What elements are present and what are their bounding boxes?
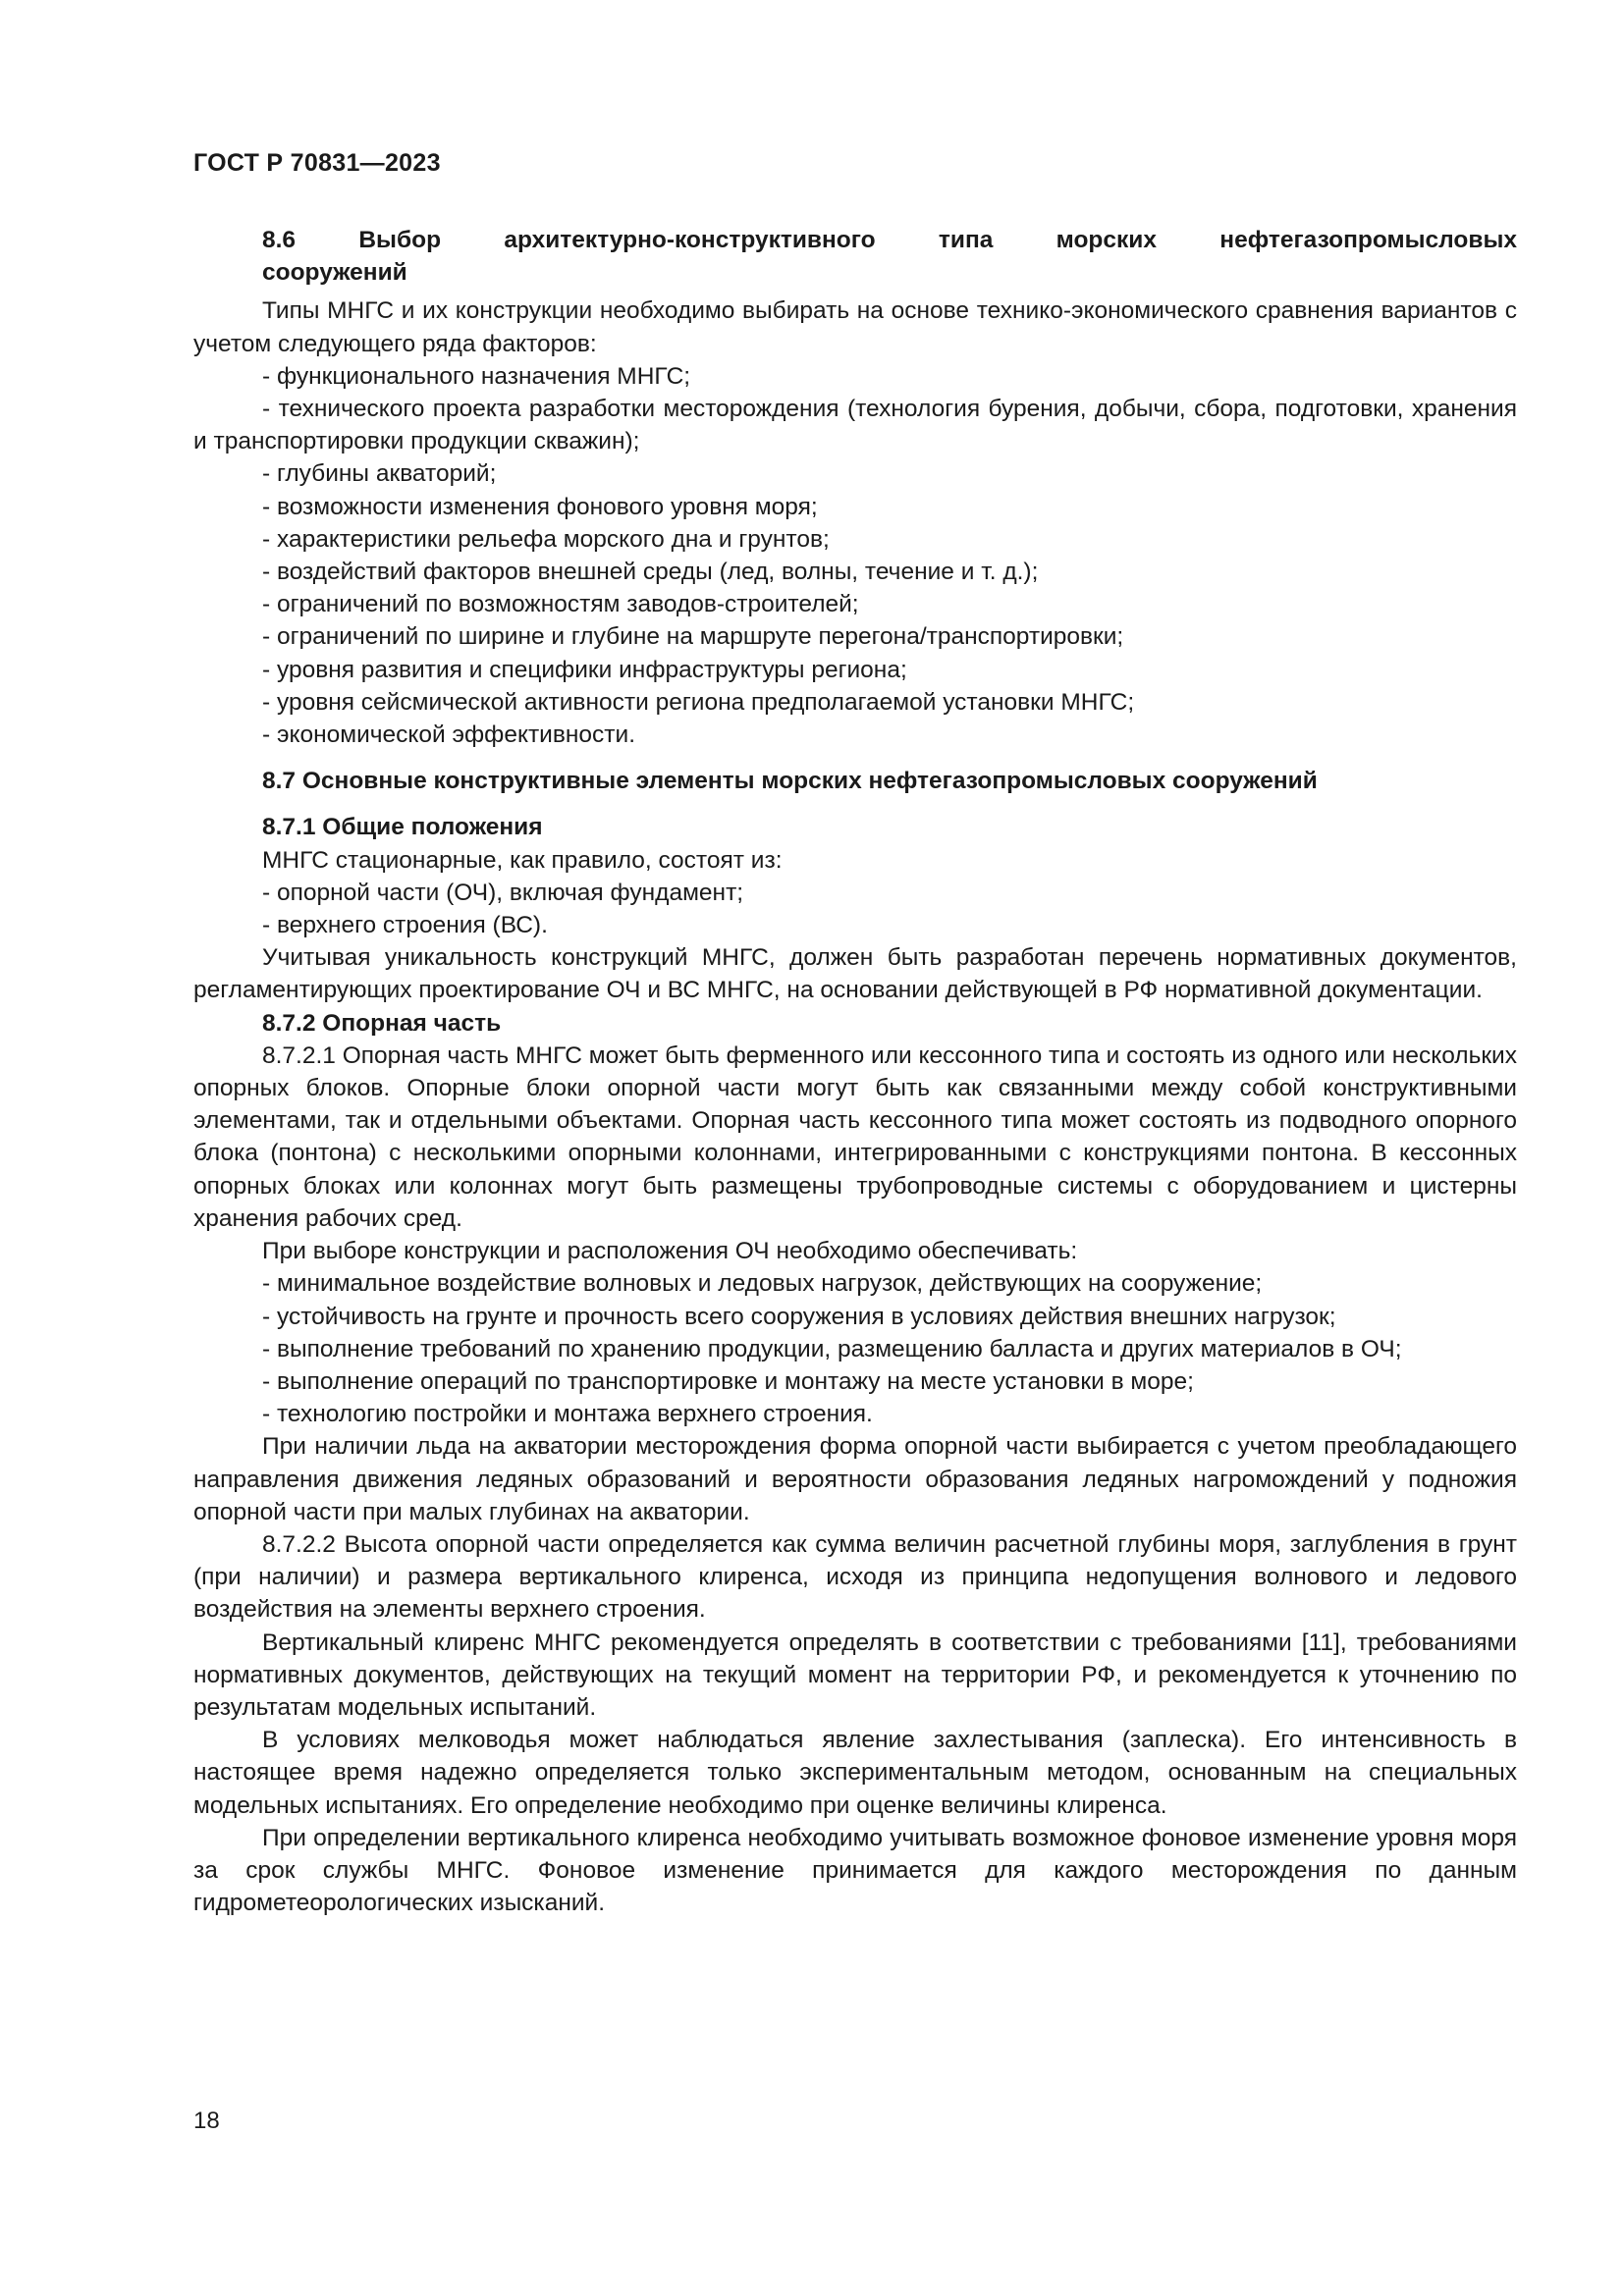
list-item: - уровня сейсмической активности региона предполагаемой установки МНГС; <box>262 688 1135 716</box>
subsection-8-7-1-intro: МНГС стационарные, как правило, состоят из: <box>262 846 783 874</box>
choice-intro: При выборе конструкции и расположения ОЧ необходимо обеспечивать: <box>262 1238 1078 1265</box>
list-item: - характеристики рельефа морского дна и грунтов; <box>262 525 830 553</box>
list-item: - ограничений по возможностям заводов-строителей; <box>262 591 859 618</box>
list-item: - минимальное воздействие волновых и ледовых нагрузок, действующих на сооружение; <box>262 1270 1263 1298</box>
list-item: - ограничений по ширине и глубине на маршруте перегона/транспортировки; <box>262 623 1124 651</box>
list-item: - глубины акваторий; <box>262 460 497 488</box>
page-number: 18 <box>193 2108 220 2134</box>
document-header: ГОСТ Р 70831—2023 <box>193 149 441 177</box>
section-8-6-title-line1: 8.6 Выбор архитектурно-конструктивного типа морских нефтегазопромысловых <box>262 227 1517 253</box>
sea-level-paragraph: При определении вертикального клиренса необходимо учитывать возможное фоновое изменение уровня моря за срок службы МНГС. Фоновое изменение принимается для каждого месторождения по данным гидрометеорологических изысканий. <box>193 1824 1517 1917</box>
subsection-8-7-1-title: 8.7.1 Общие положения <box>262 814 543 841</box>
list-item: - уровня развития и специфики инфраструктуры региона; <box>262 656 907 683</box>
subsection-8-7-1-paragraph: Учитывая уникальность конструкций МНГС, должен быть разработан перечень нормативных документов, регламентирующих проектирование ОЧ и ВС МНГС, на основании действующей в РФ нормативной документации. <box>193 944 1517 1004</box>
list-item: - устойчивость на грунте и прочность всего сооружения в условиях действия внешних нагрузок; <box>262 1303 1336 1330</box>
list-item: - выполнение требований по хранению продукции, размещению балласта и других материалов в ОЧ; <box>262 1335 1402 1362</box>
list-item: - опорной части (ОЧ), включая фундамент; <box>262 879 744 906</box>
ice-paragraph: При наличии льда на акватории месторождения форма опорной части выбирается с учетом преобладающего направления движения ледяных образований и вероятности образования ледяных нагромождений у подножия опорной части при малых глубинах на акватории. <box>193 1433 1517 1525</box>
document-body <box>193 224 1517 1919</box>
shallow-water-paragraph: В условиях мелководья может наблюдаться явление захлестывания (заплеска). Его интенсивность в настоящее время надежно определяется только экспериментальным методом, основанным на специальных модельных испытаниях. Его определение необходимо при оценке величины клиренса. <box>193 1727 1517 1819</box>
section-8-7-title: 8.7 Основные конструктивные элементы морских нефтегазопромысловых сооружений <box>262 768 1318 795</box>
subsection-8-7-2-title: 8.7.2 Опорная часть <box>262 1009 502 1037</box>
list-item: - экономической эффективности. <box>262 721 636 749</box>
list-item: - верхнего строения (ВС). <box>262 912 548 939</box>
clause-8-7-2-2: 8.7.2.2 Высота опорной части определяется как сумма величин расчетной глубины моря, заглубления в грунт (при наличии) и размера вертикального клиренса, исходя из принципа недопущения волнового и ледового воздействия на элементы верхнего строения. <box>193 1530 1517 1624</box>
list-item: - воздействий факторов внешней среды (лед, волны, течение и т. д.); <box>262 559 1039 586</box>
section-8-6-intro: Типы МНГС и их конструкции необходимо выбирать на основе технико-экономического сравнения вариантов с учетом следующего ряда факторов: <box>193 297 1517 357</box>
list-item: - возможности изменения фонового уровня моря; <box>262 493 818 520</box>
list-item: - выполнение операций по транспортировке и монтажу на месте установки в море; <box>262 1367 1194 1395</box>
list-item: - функционального назначения МНГС; <box>262 362 691 390</box>
list-item: - технологию постройки и монтажа верхнего строения. <box>262 1401 873 1428</box>
list-item: - технического проекта разработки месторождения (технология бурения, добычи, сбора, подготовки, хранения и транспортировки продукции скважин); <box>193 396 1517 455</box>
clause-8-7-2-1: 8.7.2.1 Опорная часть МНГС может быть ферменного или кессонного типа и состоять из одного или нескольких опорных блоков. Опорные блоки опорной части могут быть как связанными между собой конструктивными элементами, так и отдельными объектами. Опорная часть кессонного типа может состоять из подводного опорного блока (понтона) с несколькими опорными колоннами, интегрированными с конструкциями понтона. В кессонных опорных блоках или колоннах могут быть размещены трубопроводные системы с оборудованием и цистерны хранения рабочих сред. <box>193 1041 1517 1232</box>
clearance-paragraph: Вертикальный клиренс МНГС рекомендуется определять в соответствии с требованиями [11], требованиями нормативных документов, действующих на текущий момент на территории РФ, и рекомендуется к уточнению по результатам модельных испытаний. <box>193 1629 1517 1721</box>
section-8-6-title-line2: сооружений <box>262 259 407 287</box>
